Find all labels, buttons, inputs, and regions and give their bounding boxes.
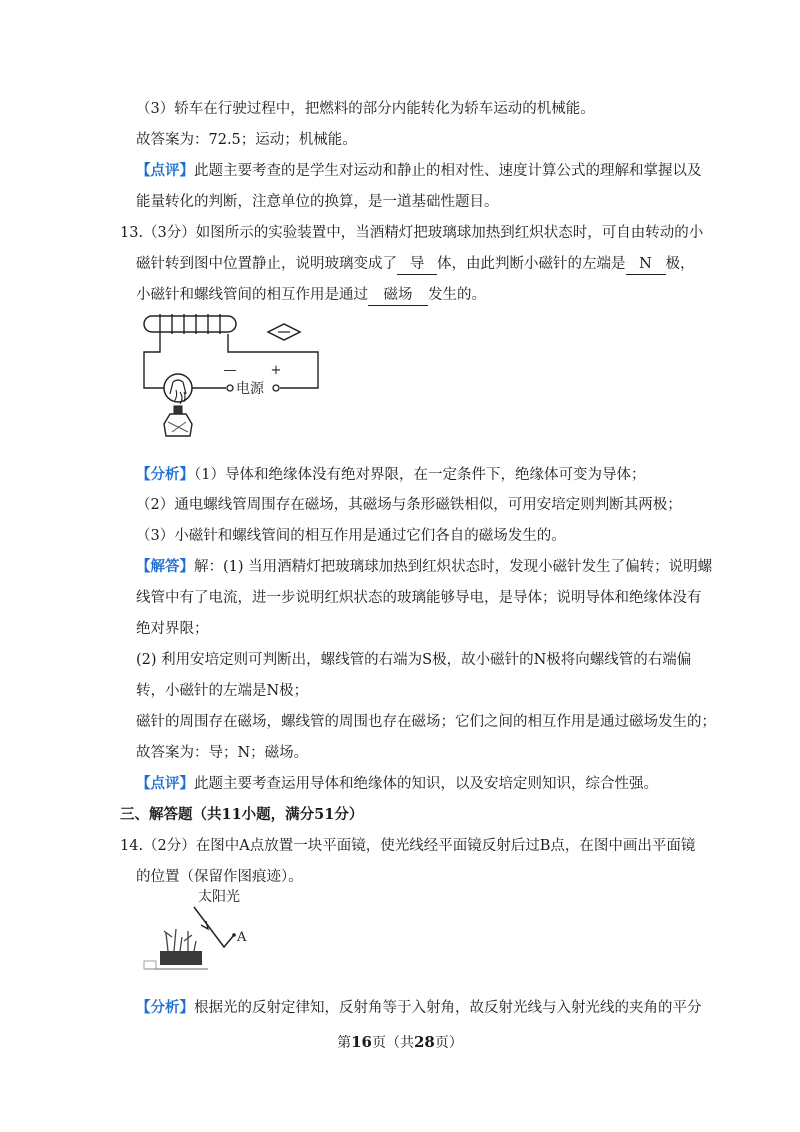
question-14-line-2: 的位置（保留作图痕迹）。 [136, 869, 303, 885]
page-footer [0, 1032, 800, 1052]
power-label: 电源 [236, 381, 264, 397]
solution-line: 转，小磁针的左端是N极； [136, 683, 309, 699]
analysis-text: （1）导体和绝缘体没有绝对界限，在一定条件下，绝缘体可变为导体； [194, 467, 646, 483]
terminal [273, 385, 279, 391]
glass-ball [164, 374, 192, 402]
solenoid-tube [144, 316, 236, 332]
footer-text: 页（共 [372, 1035, 414, 1051]
terminal [227, 385, 233, 391]
comment-tag: 【点评】 [136, 775, 194, 792]
analysis-line [136, 998, 702, 1018]
solution-tag: 【解答】 [136, 558, 194, 575]
question-14-line-1: 14.（2分）在图中A点放置一块平面镜，使光线经平面镜反射后过B点，在图中画出平面镜 [120, 838, 696, 854]
analysis-text: 根据光的反射定律知，反射角等于入射角，故反射光线与入射光线的夹角的平分 [194, 1000, 702, 1016]
point-a-label: A [237, 930, 247, 945]
question-text: 磁针转到图中位置静止，说明玻璃变成了 [136, 256, 397, 272]
total-pages: 28 [414, 1033, 435, 1051]
mirror-reflection-figure [138, 885, 258, 980]
solution-line: 故答案为：导；N；磁场。 [136, 745, 309, 761]
text-line: 故答案为：72.5；运动；机械能。 [136, 132, 357, 148]
question-13-line-1: 13.（3分）如图所示的实验装置中，当酒精灯把玻璃球加热到红炽状态时，可自由转动的小 [120, 225, 704, 241]
solenoid-circuit-figure [140, 310, 340, 440]
plus-sign: + [270, 363, 282, 378]
light-ray [194, 907, 234, 947]
question-text: 极， [665, 256, 695, 272]
text-line: （3）轿车在行驶过程中，把燃料的部分内能转化为轿车运动的机械能。 [136, 101, 595, 117]
analysis-tag: 【分析】 [136, 999, 194, 1016]
footer-text: 第 [337, 1035, 352, 1051]
plant [164, 929, 196, 951]
question-text: 发生的。 [428, 287, 486, 303]
question-13-line-2 [136, 254, 695, 275]
analysis-line [136, 465, 645, 485]
text-line: 能量转化的判断，注意单位的换算，是一道基础性题目。 [136, 194, 499, 210]
analysis-line: （2）通电螺线管周围存在磁场，其磁场与条形磁铁相似，可用安培定则判断其两极； [136, 497, 682, 513]
answer-blank: 导 [397, 254, 437, 275]
solenoid-coil [160, 314, 220, 334]
comment-line [136, 774, 658, 794]
minus-sign: — [223, 363, 237, 378]
alcohol-lamp [164, 414, 192, 436]
comment-tag: 【点评】 [136, 162, 194, 179]
answer-blank: 磁场 [368, 285, 428, 306]
question-13-line-3 [136, 285, 486, 306]
solution-line: 磁针的周围存在磁场，螺线管的周围也存在磁场；它们之间的相互作用是通过磁场发生的； [136, 714, 716, 730]
section-heading: 三、解答题（共11小题，满分51分） [120, 806, 364, 823]
analysis-line: （3）小磁针和螺线管间的相互作用是通过它们各自的磁场发生的。 [136, 528, 566, 544]
answer-blank: N [626, 254, 666, 275]
wire-right [228, 334, 318, 388]
comment-text: 此题主要考查的是学生对运动和静止的相对性、速度计算公式的理解和掌握以及 [194, 163, 702, 179]
solution-line: 线管中有了电流，进一步说明红炽状态的玻璃能够导电，是导体；说明导体和绝缘体没有 [136, 590, 702, 606]
page-number: 16 [351, 1033, 372, 1051]
sunlight-label: 太阳光 [198, 889, 240, 905]
question-text: 小磁针和螺线管间的相互作用是通过 [136, 287, 368, 303]
wire-left [144, 334, 164, 388]
flower-pot [160, 951, 202, 965]
solution-line [136, 557, 712, 577]
comment-line [136, 161, 702, 181]
point-a-dot [232, 933, 236, 937]
comment-text: 此题主要考查运用导体和绝缘体的知识，以及安培定则知识，综合性强。 [194, 776, 658, 792]
solution-line: 绝对界限； [136, 621, 209, 637]
solution-line: (2) 利用安培定则可判断出，螺线管的右端为S极，故小磁针的N极将向螺线管的右端偏 [136, 652, 692, 668]
analysis-tag: 【分析】 [136, 466, 194, 483]
footer-text: 页） [434, 1035, 463, 1051]
question-text: 体，由此判断小磁针的左端是 [437, 256, 626, 272]
solution-text: 解：(1) 当用酒精灯把玻璃球加热到红炽状态时，发现小磁针发生了偏转；说明螺 [194, 559, 713, 575]
